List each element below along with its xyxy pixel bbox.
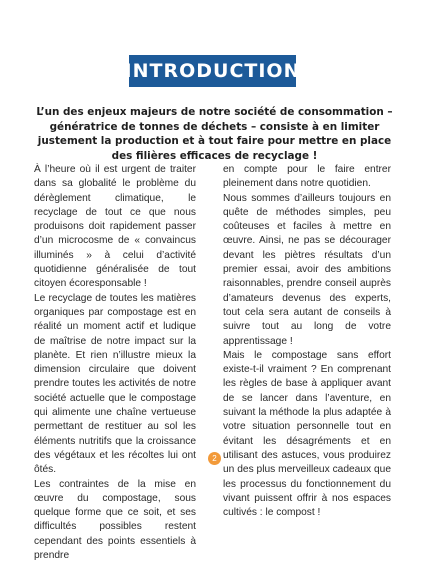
paragraph: Le recyclage de toutes les matières organiques par compostage est en réalité un moment actif et ludique de maîtrise de notre impact sur la planète. Et rien n’illustre mieux la dimension circulaire que doivent prendre toutes les activités de notre société actuelle que le compostage qui alimente une chaîne vertueuse permettant de restituer au sol les éléments nutritifs que la croissance des végétaux et les récoltes lui ont ôtés.: [34, 292, 196, 476]
paragraph: Mais le compostage sans effort existe-t-il vraiment ? En comprenant les règles de base à appliquer avant de se lancer dans l’aventure, en suivant la méthode la plus adaptée à votre situation personnelle tout en évitant les désagréments et en utilisant des astuces, vous produirez un des plus merveilleux cadeaux que les processus du fonctionnement du vivant puissent offrir à nos espaces cultivés : le compost !: [223, 349, 391, 519]
left-column: [34, 163, 196, 563]
right-column: [223, 163, 391, 520]
intro-lead: L’un des enjeux majeurs de notre société de consommation – génératrice de tonnes de déchets – consiste à en limiter justement la production et à tout faire pour mettre en place des filières efficaces de recyclage !: [36, 106, 393, 162]
paragraph: en compte pour le faire entrer pleinement dans notre quotidien.: [223, 164, 391, 190]
page-title: INTRODUCTION: [124, 60, 301, 82]
paragraph: À l’heure où il est urgent de traiter dans sa globalité le problème du dérèglement climatique, le recyclage de tout ce que nous produisons doit rapidement passer d’un microcosme de « convaincus illuminés » à celui d’activité quotidienne généralisée de tout citoyen écoresponsable !: [34, 164, 196, 290]
page-number-badge: 2: [208, 452, 221, 465]
paragraph: Les contraintes de la mise en œuvre du compostage, sous quelque forme que ce soit, et ses difficultés possibles restent cependant des points essentiels à prendre: [34, 478, 196, 562]
title-banner: [124, 55, 301, 87]
paragraph: Nous sommes d’ailleurs toujours en quête de méthodes simples, peu coûteuses et faciles à mettre en œuvre. Ainsi, ne pas se décourager devant les piètres résultats d’un premier essai, avoir des ambitions raisonnables, prendre conseil auprès d’amateurs devenus des experts, tout cela sera autant de conseils à suivre tout au long de votre apprentissage !: [223, 192, 391, 347]
